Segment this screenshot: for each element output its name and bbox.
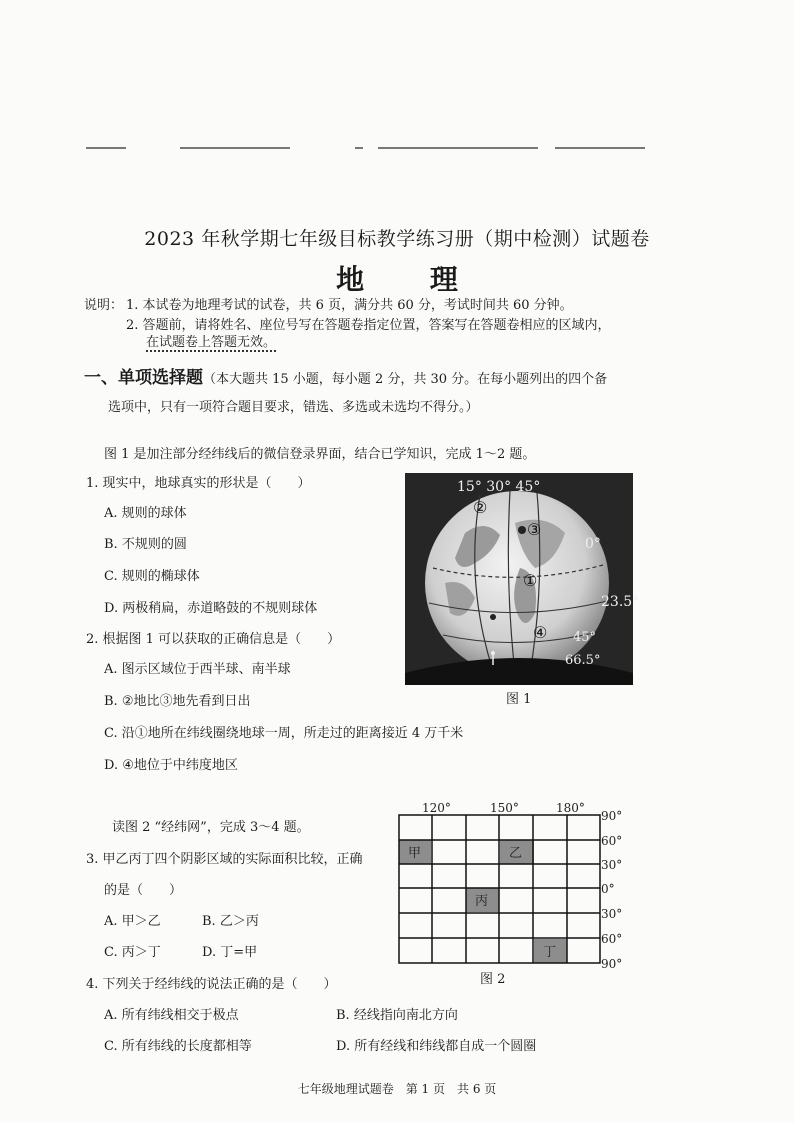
q4-option-b: B. 经线指向南北方向 [336,1008,458,1023]
marker-2: ② [473,498,488,517]
globe-illustration [405,473,640,685]
label-66-5: 66.5° [565,653,601,668]
figure-2-caption: 图 2 [480,972,506,987]
lat-label-90s: 90° [601,957,623,971]
lat-lon-grid [398,800,628,972]
lat-label-60n: 60° [601,834,623,848]
marker-dot [518,526,526,534]
instructions-label: 说明： [84,298,124,313]
scan-artifact [378,147,538,149]
lat-label-60s: 60° [601,932,623,946]
instruction-2: 2. 答题前，请将姓名、座位号写在答题卷指定位置，答案写在答题卷相应的区域内， [126,318,611,333]
q2-option-c: C. 沿①地所在纬线圈绕地球一周，所走过的距离接近 4 万千米 [104,726,464,741]
lat-label-30s: 30° [601,907,623,921]
figure-2-grid [398,800,628,972]
q2-option-d: D. ④地位于中纬度地区 [104,758,238,773]
scan-artifact [555,147,645,149]
lon-label-120: 120° [422,801,451,815]
scan-artifact [86,147,126,149]
scan-artifact [355,147,363,149]
q2-option-a: A. 图示区域位于西半球、南半球 [104,662,291,677]
intro-fig2: 读图 2 “经纬网”，完成 3～4 题。 [112,820,310,835]
grid-lines [399,815,600,963]
question-4: 4. 下列关于经纬线的说法正确的是（ ） [86,977,337,992]
lat-label-90n: 90° [601,809,623,823]
page-footer: 七年级地理试题卷 第 1 页 共 6 页 [297,1082,497,1096]
q1-option-d: D. 两极稍扁，赤道略鼓的不规则球体 [104,601,318,616]
top-degree-labels: 15° 30° 45° [457,479,541,495]
q1-option-b: B. 不规则的圆 [104,537,187,552]
label-jia: 甲 [408,846,422,861]
intro-fig1: 图 1 是加注部分经纬线后的微信登录界面，结合已学知识，完成 1～2 题。 [104,447,536,462]
q3-option-c: C. 丙＞丁 [104,945,161,960]
label-yi: 乙 [509,846,523,861]
figure-1-caption: 图 1 [506,692,532,707]
lon-label-180: 180° [556,801,585,815]
lon-label-150: 150° [490,801,519,815]
question-3: 3. 甲乙丙丁四个阴影区域的实际面积比较，正确 [86,852,363,867]
page-title: 2023 年秋学期七年级目标教学练习册（期中检测）试题卷 [144,228,650,250]
question-1: 1. 现实中，地球真实的形状是（ ） [86,476,311,491]
section-desc-2: 选项中，只有一项符合题目要求，错选、多选或未选均不得分。） [108,400,479,415]
q1-option-a: A. 规则的球体 [104,506,187,521]
q2-option-b: B. ②地比③地先看到日出 [104,694,251,709]
label-bing: 丙 [475,894,489,909]
person-figure [491,651,495,655]
q4-option-d: D. 所有经线和纬线都自成一个圆圈 [336,1039,537,1054]
q3-option-b: B. 乙＞丙 [202,914,259,929]
marker-4: ④ [533,623,548,642]
q1-option-c: C. 规则的椭球体 [104,569,200,584]
section-heading [84,363,724,388]
figure-1-globe [405,473,640,685]
q3-option-d: D. 丁=甲 [202,945,258,960]
label-23-5: 23.5° [601,594,640,610]
lat-label-0: 0° [601,882,615,896]
q4-option-c: C. 所有纬线的长度都相等 [104,1039,252,1054]
q4-option-a: A. 所有纬线相交于极点 [104,1008,239,1023]
marker-dot [490,614,496,620]
label-equator-0: 0° [585,536,601,552]
marker-1: ① [523,571,538,590]
q3-option-a: A. 甲＞乙 [104,914,161,929]
instruction-2-cont: 在试题卷上答题无效。 [146,335,277,350]
scan-artifact [180,147,290,149]
label-ding: 丁 [543,945,557,960]
question-3-cont: 的是（ ） [104,883,183,898]
lat-label-30n: 30° [601,858,623,872]
section-title: 一、单项选择题 [84,368,203,388]
label-45: 45° [573,630,597,645]
question-2: 2. 根据图 1 可以获取的正确信息是（ ） [86,632,341,647]
subject-title: 地 理 [336,263,486,296]
section-desc: （本大题共 15 小题，每小题 2 分，共 30 分。在每小题列出的四个备 [203,372,608,387]
instruction-1: 1. 本试卷为地理考试的试卷，共 6 页，满分共 60 分，考试时间共 60 分钟。 [126,298,573,313]
marker-3: ③ [527,520,542,539]
